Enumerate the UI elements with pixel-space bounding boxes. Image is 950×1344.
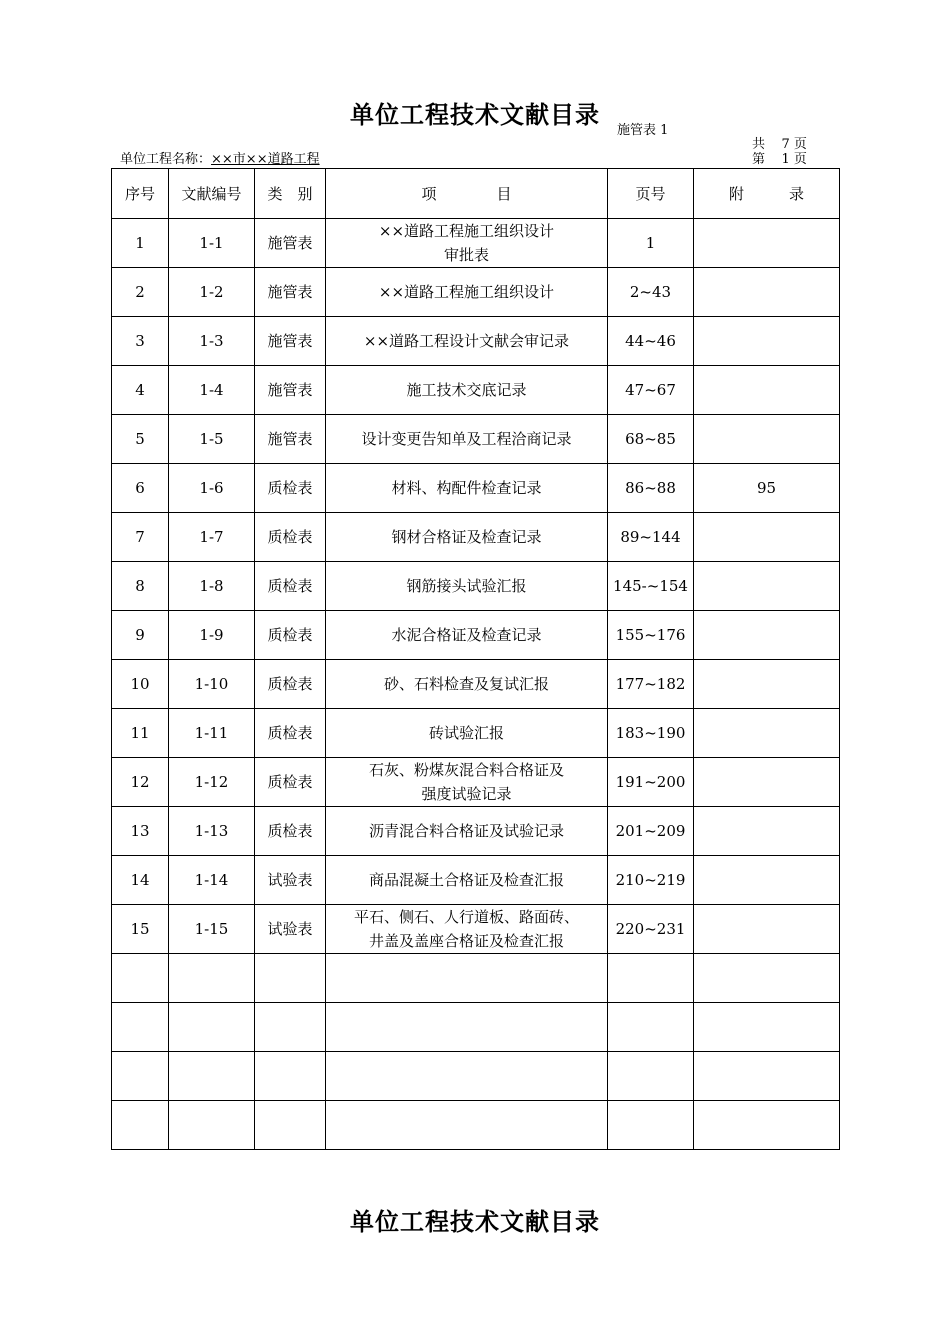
table-row (112, 415, 840, 464)
row-appendix (694, 807, 840, 856)
row-no: 13 (112, 807, 169, 856)
row-no: 6 (112, 464, 169, 513)
table-row (112, 513, 840, 562)
row-category: 施管表 (255, 219, 326, 268)
row-item: 沥青混合料合格证及试验记录 (326, 807, 608, 856)
row-appendix (694, 856, 840, 905)
row-appendix (694, 366, 840, 415)
header-code: 文献编号 (169, 169, 255, 219)
row-no (112, 1052, 169, 1101)
table-row (112, 709, 840, 758)
row-pages: 44~46 (608, 317, 694, 366)
table-row (112, 954, 840, 1003)
row-category: 施管表 (255, 268, 326, 317)
row-pages (608, 1003, 694, 1052)
row-pages: 201~209 (608, 807, 694, 856)
row-no (112, 1101, 169, 1150)
row-category (255, 954, 326, 1003)
table-row (112, 905, 840, 954)
document-index-table (111, 168, 840, 1150)
row-code: 1-13 (169, 807, 255, 856)
row-item: 钢筋接头试验汇报 (326, 562, 608, 611)
row-category: 质检表 (255, 660, 326, 709)
row-item (326, 1101, 608, 1150)
header-item: 项 目 (326, 169, 608, 219)
table-row (112, 660, 840, 709)
row-pages: 210~219 (608, 856, 694, 905)
row-code: 1-4 (169, 366, 255, 415)
table-row (112, 1003, 840, 1052)
table-row (112, 562, 840, 611)
table-row (112, 268, 840, 317)
row-code: 1-15 (169, 905, 255, 954)
row-code: 1-1 (169, 219, 255, 268)
row-category (255, 1101, 326, 1150)
row-item: 材料、构配件检查记录 (326, 464, 608, 513)
row-no (112, 954, 169, 1003)
table-row (112, 758, 840, 807)
row-appendix (694, 1003, 840, 1052)
row-appendix (694, 1052, 840, 1101)
row-item: ××道路工程设计文献会审记录 (326, 317, 608, 366)
row-appendix (694, 219, 840, 268)
table-row (112, 464, 840, 513)
row-item (326, 1052, 608, 1101)
row-category: 试验表 (255, 905, 326, 954)
row-pages: 89~144 (608, 513, 694, 562)
row-item: ××道路工程施工组织设计 (326, 268, 608, 317)
page-title: 单位工程技术文献目录 (350, 101, 600, 129)
row-no: 11 (112, 709, 169, 758)
row-category (255, 1052, 326, 1101)
row-code: 1-10 (169, 660, 255, 709)
form-code: 施管表 1 (617, 123, 669, 138)
row-no: 15 (112, 905, 169, 954)
row-category: 质检表 (255, 464, 326, 513)
row-code: 1-11 (169, 709, 255, 758)
row-category: 质检表 (255, 611, 326, 660)
row-item: 商品混凝土合格证及检查汇报 (326, 856, 608, 905)
row-code: 1-9 (169, 611, 255, 660)
row-appendix (694, 513, 840, 562)
row-code (169, 1003, 255, 1052)
row-no: 14 (112, 856, 169, 905)
row-no: 5 (112, 415, 169, 464)
row-category: 施管表 (255, 317, 326, 366)
row-category: 试验表 (255, 856, 326, 905)
row-appendix (694, 562, 840, 611)
row-no: 2 (112, 268, 169, 317)
row-code (169, 1052, 255, 1101)
row-pages (608, 954, 694, 1003)
header-no: 序号 (112, 169, 169, 219)
row-pages: 183~190 (608, 709, 694, 758)
row-item: 钢材合格证及检查记录 (326, 513, 608, 562)
row-item: 平石、侧石、人行道板、路面砖、 井盖及盖座合格证及检查汇报 (326, 905, 608, 954)
row-appendix: 95 (694, 464, 840, 513)
row-item: 石灰、粉煤灰混合料合格证及 强度试验记录 (326, 758, 608, 807)
row-appendix (694, 758, 840, 807)
row-appendix (694, 415, 840, 464)
row-item: 设计变更告知单及工程洽商记录 (326, 415, 608, 464)
header-appendix: 附 录 (694, 169, 840, 219)
row-no: 3 (112, 317, 169, 366)
table-row (112, 807, 840, 856)
row-code: 1-12 (169, 758, 255, 807)
row-category: 施管表 (255, 415, 326, 464)
next-page-title: 单位工程技术文献目录 (350, 1208, 600, 1236)
row-category: 质检表 (255, 709, 326, 758)
row-category (255, 1003, 326, 1052)
row-category: 质检表 (255, 562, 326, 611)
table-row (112, 219, 840, 268)
row-category: 质检表 (255, 807, 326, 856)
row-pages: 220~231 (608, 905, 694, 954)
row-no: 12 (112, 758, 169, 807)
row-appendix (694, 611, 840, 660)
table-row (112, 317, 840, 366)
row-item: 施工技术交底记录 (326, 366, 608, 415)
row-appendix (694, 709, 840, 758)
row-pages: 155~176 (608, 611, 694, 660)
total-pages: 共 7 页 (752, 137, 807, 152)
row-code (169, 954, 255, 1003)
row-no: 10 (112, 660, 169, 709)
row-appendix (694, 317, 840, 366)
row-code: 1-14 (169, 856, 255, 905)
unit-name-label: 单位工程名称： (120, 152, 212, 167)
row-pages: 1 (608, 219, 694, 268)
row-no: 1 (112, 219, 169, 268)
row-item (326, 954, 608, 1003)
row-code: 1-8 (169, 562, 255, 611)
row-appendix (694, 1101, 840, 1150)
table-row (112, 1101, 840, 1150)
row-no: 4 (112, 366, 169, 415)
row-item: 砖试验汇报 (326, 709, 608, 758)
row-item: 水泥合格证及检查记录 (326, 611, 608, 660)
unit-name-row (120, 153, 320, 167)
row-item: ××道路工程施工组织设计 审批表 (326, 219, 608, 268)
table-row (112, 366, 840, 415)
row-pages: 68~85 (608, 415, 694, 464)
row-appendix (694, 660, 840, 709)
table-row (112, 1052, 840, 1101)
table-row (112, 611, 840, 660)
row-item: 砂、石料检查及复试汇报 (326, 660, 608, 709)
row-code (169, 1101, 255, 1150)
row-code: 1-6 (169, 464, 255, 513)
row-code: 1-5 (169, 415, 255, 464)
row-appendix (694, 905, 840, 954)
row-pages: 47~67 (608, 366, 694, 415)
row-appendix (694, 954, 840, 1003)
row-no: 8 (112, 562, 169, 611)
row-code: 1-7 (169, 513, 255, 562)
row-pages: 86~88 (608, 464, 694, 513)
row-pages: 177~182 (608, 660, 694, 709)
row-code: 1-3 (169, 317, 255, 366)
row-pages (608, 1101, 694, 1150)
header-pages: 页号 (608, 169, 694, 219)
row-item (326, 1003, 608, 1052)
page-number: 第 1 页 (752, 152, 807, 167)
table-header-row (112, 169, 840, 219)
row-code: 1-2 (169, 268, 255, 317)
row-category: 质检表 (255, 758, 326, 807)
table-row (112, 856, 840, 905)
row-category: 质检表 (255, 513, 326, 562)
row-pages: 2~43 (608, 268, 694, 317)
row-category: 施管表 (255, 366, 326, 415)
row-no (112, 1003, 169, 1052)
row-pages: 145-~154 (608, 562, 694, 611)
row-no: 9 (112, 611, 169, 660)
row-appendix (694, 268, 840, 317)
row-pages (608, 1052, 694, 1101)
row-no: 7 (112, 513, 169, 562)
unit-name-value: ××市××道路工程 (211, 152, 320, 167)
row-pages: 191~200 (608, 758, 694, 807)
table-body (112, 219, 840, 1150)
header-category: 类 别 (255, 169, 326, 219)
